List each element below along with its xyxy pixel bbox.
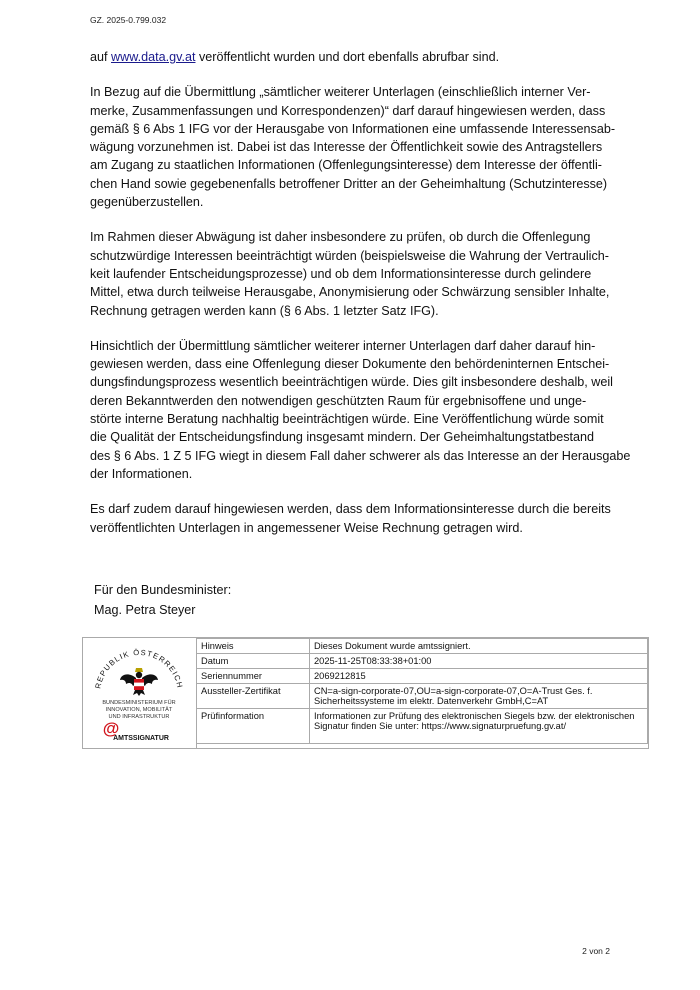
signature-name: Mag. Petra Steyer [94,603,196,617]
signature-block [94,580,231,620]
austrian-eagle-seal-icon [83,638,196,748]
table-row: Hinweis Dieses Dokument wurde amtssigniert. [197,639,648,654]
at-symbol-icon: @ [102,719,120,738]
official-seal-box [82,637,649,749]
paragraph-2: In Bezug auf die Übermittlung „sämtlicher weiterer Unterlagen (einschließlich interner Ver- merke, Zusammenfassungen und Korrespondenzen)“ darf darauf hingewiesen werden, dass gemäß § 6 Abs 1 IFG vor der Herausgabe von Informationen eine umfassende Interessensab- wägung vorzunehmen ist. Dabei ist das Interesse der Öffentlichkeit sowie des Antragstellers am Zugang zu staatlichen Informationen (Offenlegungsinteresse) dem Interesse der öffentli- chen Hand sowie gegebenenfalls betroffener Dritter an der Geheimhaltung (Schutzinteresse) gegenüberzustellen. [90,85,616,210]
seal-ministry-line-3: UND INFRASTRUKTUR [108,714,170,720]
table-row: Datum 2025-11-25T08:33:38+01:00 [197,654,648,669]
amtssignatur-logo [83,638,197,748]
paragraph-5: Es darf zudem darauf hingewiesen werden, dass dem Informationsinteresse durch die bereits veröffentlichten Unterlagen in angemessener Weise Rechnung getragen wird. [90,502,611,535]
table-row: Seriennummer 2069212815 [197,669,648,684]
document-reference-number: GZ. 2025-0.799.032 [90,15,167,25]
paragraph-3: Im Rahmen dieser Abwägung ist daher insbesondere zu prüfen, ob durch die Offenlegung schutzwürdige Interessen beeinträchtigt würden (beispielsweise die Wahrung der Vertraulich- keit laufender Entscheidungsprozesse) und ob dem Informationsinteresse durch gelindere Mittel, etwa durch teilweise Herausgabe, Anonymisierung oder Schwärzung sensibler Inhalte, Rechnung getragen werden kann (§ 6 Abs. 1 letzter Satz IFG). [90,230,610,318]
signature-role: Für den Bundesminister: [94,583,232,597]
signature-info-table [196,638,648,744]
table-row: Prüfinformation Informationen zur Prüfung des elektronischen Siegels bzw. der elektronischen Signatur finden Sie unter: https://www.signaturpruefung.gv.at/ [197,709,648,744]
table-row: Aussteller-Zertifikat CN=a-sign-corporate-07,OU=a-sign-corporate-07,O=A-Trust Ges. f. Sicherheitssysteme im elektr. Datenverkehr GmbH,C=AT [197,684,648,709]
paragraph-1: auf www.data.gv.at veröffentlicht wurden und dort ebenfalls abrufbar sind. [90,50,500,64]
page-number: 2 von 2 [582,946,610,956]
seal-bottom-label: AMTSSIGNATUR [113,735,169,742]
seal-ministry-line-2: INNOVATION, MOBILITÄT [105,707,173,713]
data-gv-link[interactable]: www.data.gv.at [111,50,196,64]
seal-arc-text: REPUBLIK ÖSTERREICH [93,647,185,690]
seal-ministry-line-1: BUNDESMINISTERIUM FÜR [102,700,176,706]
document-body [90,48,631,554]
paragraph-4: Hinsichtlich der Übermittlung sämtlicher weiterer interner Unterlagen darf daher darauf hin- gewiesen werden, dass eine Offenlegung dieser Dokumente den behördeninternen Entschei- dungsfindungsprozess wesentlich beeinträchtigen würde. Dies gilt insbesondere deshalb, weil deren Bekanntwerden den notwendigen geschützten Raum für ergebnisoffene und unge- störte interne Beratung nachhaltig beeinträchtigen würde. Eine Veröffentlichung würde somit die Qualität der Entscheidungsfindung insgesamt mindern. Der Geheimhaltungstatbestand des § 6 Abs. 1 Z 5 IFG wiegt in diesem Fall daher schwerer als das Interesse an der Herausgabe der Informationen. [90,338,631,481]
